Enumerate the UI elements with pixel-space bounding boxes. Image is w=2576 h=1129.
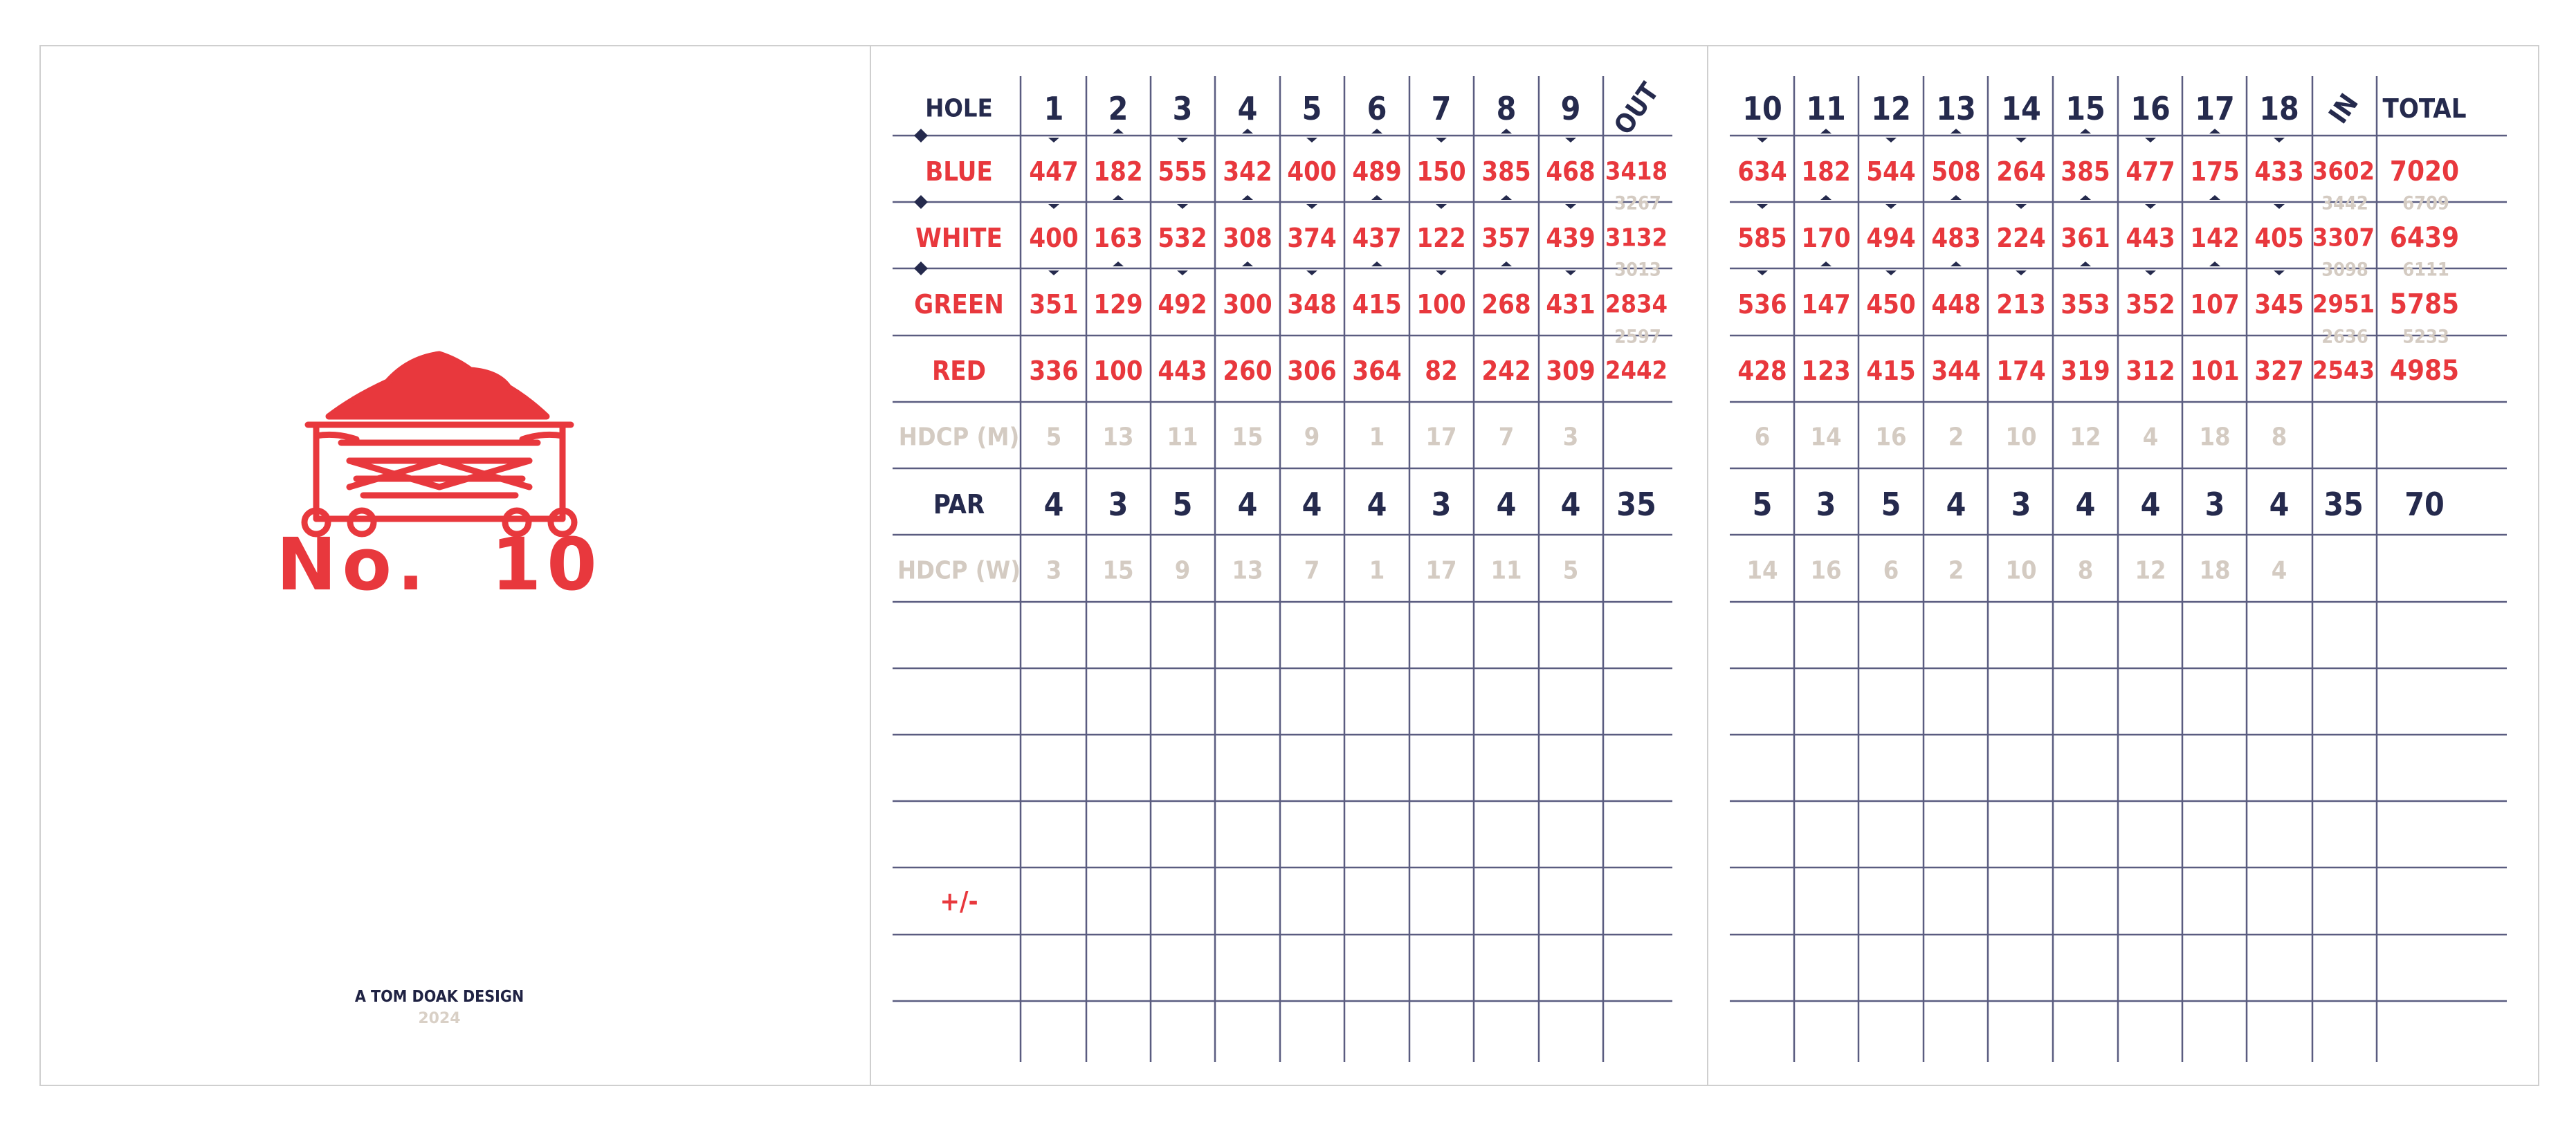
yardage-cell: 431 [1546,289,1596,320]
combo-tee-marker [2080,261,2091,266]
yardage-cell: 585 [1737,223,1787,253]
par-course-total: 70 [2404,486,2445,523]
combo-tee-marker [2209,195,2220,200]
combo-course-total: 6111 [2402,259,2449,281]
hdcp-men-cell: 11 [1167,423,1198,452]
hole-number: 4 [1237,90,1258,127]
yardage-cell: 224 [1996,223,2046,253]
yardage-cell: 364 [1352,356,1402,386]
yardage-cell: 344 [1931,356,1981,386]
yardage-cell: 536 [1737,289,1787,320]
yardage-cell: 300 [1223,289,1272,320]
hole-number: 17 [2195,90,2235,127]
combo-tee-marker [1885,138,1897,143]
par-cell: 3 [2204,486,2225,523]
yardage-cell: 260 [1223,356,1272,386]
combo-tee-marker [1242,261,1253,266]
hdcp-men-cell: 10 [2005,423,2037,452]
combo-out-total: 3267 [1614,192,1661,214]
course-total: 4985 [2389,355,2460,387]
combo-tee-marker [1951,261,1962,266]
out-total: 3132 [1605,223,1668,253]
out-total: 2834 [1605,290,1668,319]
yardage-cell: 174 [1996,356,2046,386]
yardage-cell: 634 [1737,156,1787,187]
par-cell: 4 [2269,486,2290,523]
yardage-cell: 101 [2190,356,2240,386]
combo-tee-marker [1820,195,1831,200]
hole-number: 13 [1936,90,1976,127]
out-total: 2442 [1605,356,1668,385]
course-brand: No. 10 [276,522,603,607]
yardage-cell: 385 [2061,156,2110,187]
combo-out-total: 2597 [1614,326,1661,348]
yardage-cell: 327 [2254,356,2304,386]
hdcp-men-cell: 9 [1304,423,1320,452]
yardage-cell: 319 [2061,356,2110,386]
yardage-cell: 448 [1931,289,1981,320]
combo-tee-marker [2016,204,2027,209]
hdcp-men-cell: 16 [1875,423,1907,452]
hole-number: 12 [1871,90,1911,127]
hole-number: 15 [2065,90,2105,127]
combo-tee-marker [2274,270,2285,275]
yardage-cell: 82 [1425,356,1458,386]
combo-tee-marker [1242,195,1253,200]
yardage-cell: 544 [1866,156,1916,187]
yardage-cell: 342 [1223,156,1272,187]
hdcp-women-cell: 13 [1232,556,1263,585]
combo-in-total: 3098 [2321,259,2368,281]
combo-tee-marker [2145,270,2156,275]
hdcp-women-cell: 14 [1746,556,1778,585]
par-cell: 4 [1301,486,1322,523]
yardage-cell: 150 [1416,156,1466,187]
yardage-cell: 477 [2126,156,2175,187]
combo-tee-marker [1885,204,1897,209]
combo-tee-marker [1951,129,1962,134]
hole-number: 3 [1172,90,1193,127]
combo-tee-diamond [914,261,928,275]
hole-number: 18 [2259,90,2299,127]
yardage-cell: 447 [1029,156,1079,187]
hdcp-men-cell: 15 [1232,423,1263,452]
par-in-total: 35 [2323,486,2364,523]
tee-blue-label: BLUE [925,156,993,187]
hole-number: 7 [1431,90,1452,127]
yardage-cell: 374 [1287,223,1337,253]
yardage-cell: 400 [1029,223,1079,253]
designer-credit: A TOM DOAK DESIGN [354,988,524,1006]
hdcp-women-cell: 16 [1810,556,1842,585]
combo-tee-marker [1371,195,1382,200]
combo-tee-marker [1501,129,1512,134]
hole-number: 5 [1301,90,1322,127]
yardage-cell: 213 [1996,289,2046,320]
combo-in-total: 2636 [2321,326,2368,348]
combo-in-total: 3442 [2321,192,2368,214]
combo-tee-marker [2145,138,2156,143]
hdcp-men-cell: 1 [1369,423,1385,452]
par-cell: 5 [1752,486,1773,523]
combo-tee-marker [2274,138,2285,143]
par-cell: 3 [2011,486,2031,523]
course-total: 5785 [2389,288,2460,320]
combo-tee-marker [1113,261,1124,266]
hdcp-men-cell: 4 [2142,423,2159,452]
combo-tee-marker [1436,204,1447,209]
par-cell: 3 [1431,486,1452,523]
par-cell: 4 [1946,486,1966,523]
combo-tee-marker [1048,204,1059,209]
design-year: 2024 [418,1010,461,1027]
yardage-cell: 163 [1093,223,1143,253]
hdcp-women-cell: 15 [1102,556,1134,585]
hdcp-men-cell: 12 [2070,423,2101,452]
in-total: 3602 [2312,157,2375,186]
hole-number: 10 [1742,90,1782,127]
combo-tee-marker [1501,261,1512,266]
combo-tee-marker [1177,270,1188,275]
yardage-cell: 450 [1866,289,1916,320]
combo-tee-marker [1757,270,1768,275]
par-cell: 3 [1816,486,1836,523]
hole-number: 2 [1108,90,1129,127]
combo-tee-marker [2145,204,2156,209]
yardage-cell: 492 [1158,289,1207,320]
yardage-cell: 508 [1931,156,1981,187]
hdcp-men-cell: 18 [2199,423,2231,452]
par-cell: 4 [1043,486,1064,523]
tee-white-label: WHITE [915,223,1003,253]
yardage-cell: 385 [1481,156,1531,187]
yardage-cell: 415 [1866,356,1916,386]
hdcp-women-cell: 2 [1948,556,1964,585]
combo-tee-marker [2274,204,2285,209]
combo-tee-marker [1885,270,1897,275]
hole-number: 14 [2001,90,2041,127]
hdcp-women-cell: 8 [2077,556,2094,585]
yardage-cell: 306 [1287,356,1337,386]
par-cell: 4 [1496,486,1517,523]
combo-course-total: 6709 [2402,192,2449,214]
yardage-cell: 555 [1158,156,1207,187]
yardage-cell: 308 [1223,223,1272,253]
combo-tee-marker [1565,138,1576,143]
combo-tee-marker [1820,261,1831,266]
yardage-cell: 443 [1158,356,1207,386]
hdcp-women-cell: 3 [1045,556,1062,585]
par-cell: 4 [1237,486,1258,523]
in-label: IN [2323,88,2364,129]
yardage-cell: 428 [1737,356,1787,386]
yardage-cell: 468 [1546,156,1596,187]
combo-tee-diamond [914,129,928,143]
hdcp-men-cell: 14 [1810,423,1842,452]
combo-tee-marker [1113,129,1124,134]
yardage-cell: 312 [2126,356,2175,386]
hdcp-women-cell: 7 [1304,556,1320,585]
combo-tee-marker [1565,204,1576,209]
combo-tee-marker [2209,129,2220,134]
course-total: 6439 [2389,222,2460,254]
combo-tee-marker [1306,270,1317,275]
hdcp-men-cell: 13 [1102,423,1134,452]
par-cell: 5 [1172,486,1193,523]
hdcp-men-cell: 3 [1562,423,1579,452]
yardage-cell: 353 [2061,289,2110,320]
hdcp-women-cell: 11 [1490,556,1522,585]
hdcp-men-cell: 5 [1045,423,1062,452]
out-total: 3418 [1605,157,1668,186]
combo-tee-marker [1565,270,1576,275]
combo-out-total: 3013 [1614,259,1661,281]
combo-tee-marker [1757,138,1768,143]
in-total: 3307 [2312,223,2375,253]
yardage-cell: 357 [1481,223,1531,253]
tee-green-label: GREEN [914,289,1004,320]
combo-tee-marker [2080,129,2091,134]
par-cell: 4 [1367,486,1387,523]
hdcp-men-cell: 7 [1498,423,1515,452]
yardage-cell: 532 [1158,223,1207,253]
yardage-cell: 142 [2190,223,2240,253]
yardage-cell: 494 [1866,223,1916,253]
combo-tee-marker [1048,270,1059,275]
yardage-cell: 170 [1801,223,1851,253]
hole-number: 11 [1806,90,1846,127]
hdcp-men-label: HDCP (M) [898,423,1020,452]
combo-tee-marker [1371,261,1382,266]
tee-red-label: RED [931,356,987,386]
yardage-cell: 147 [1801,289,1851,320]
combo-tee-marker [1820,129,1831,134]
out-label: OUT [1607,77,1665,140]
yardage-cell: 122 [1416,223,1466,253]
yardage-cell: 336 [1029,356,1079,386]
yardage-cell: 182 [1093,156,1143,187]
yardage-cell: 100 [1093,356,1143,386]
combo-tee-marker [1177,204,1188,209]
par-label: PAR [933,489,985,520]
yardage-cell: 439 [1546,223,1596,253]
par-cell: 4 [2140,486,2161,523]
hdcp-women-cell: 9 [1174,556,1191,585]
hole-number: 6 [1367,90,1387,127]
yardage-cell: 437 [1352,223,1402,253]
combo-tee-marker [2016,138,2027,143]
yardage-cell: 107 [2190,289,2240,320]
combo-tee-marker [2209,261,2220,266]
combo-tee-marker [2016,270,2027,275]
total-label: TOTAL [2382,93,2467,124]
hdcp-men-cell: 17 [1425,423,1457,452]
in-total: 2543 [2312,356,2375,385]
hdcp-women-label: HDCP (W) [897,556,1021,585]
hdcp-women-cell: 6 [1883,556,1899,585]
plus-minus-label: +/- [940,886,978,917]
combo-tee-marker [1371,129,1382,134]
hdcp-women-cell: 18 [2199,556,2231,585]
yardage-cell: 483 [1931,223,1981,253]
hdcp-men-cell: 2 [1948,423,1964,452]
hdcp-women-cell: 10 [2005,556,2037,585]
par-cell: 5 [1881,486,1901,523]
hole-number: 8 [1496,90,1517,127]
yardage-cell: 405 [2254,223,2304,253]
par-cell: 4 [2075,486,2096,523]
combo-tee-marker [1436,138,1447,143]
combo-tee-marker [1436,270,1447,275]
yardage-cell: 268 [1481,289,1531,320]
hdcp-women-cell: 12 [2135,556,2166,585]
yardage-cell: 100 [1416,289,1466,320]
hdcp-men-cell: 6 [1754,423,1771,452]
yardage-cell: 348 [1287,289,1337,320]
combo-tee-marker [1757,204,1768,209]
in-total: 2951 [2312,290,2375,319]
hole-number: 16 [2130,90,2171,127]
yardage-cell: 129 [1093,289,1143,320]
hdcp-men-cell: 8 [2271,423,2287,452]
hdcp-women-cell: 1 [1369,556,1385,585]
yardage-cell: 415 [1352,289,1402,320]
hole-label: HOLE [925,94,993,123]
combo-tee-marker [1306,204,1317,209]
yardage-cell: 309 [1546,356,1596,386]
yardage-cell: 175 [2190,156,2240,187]
par-cell: 3 [1108,486,1129,523]
yardage-cell: 123 [1801,356,1851,386]
hdcp-women-cell: 17 [1425,556,1457,585]
par-cell: 4 [1560,486,1581,523]
yardage-cell: 489 [1352,156,1402,187]
combo-tee-marker [1177,138,1188,143]
combo-tee-marker [1242,129,1253,134]
yardage-cell: 264 [1996,156,2046,187]
course-total: 7020 [2389,156,2460,187]
yardage-cell: 433 [2254,156,2304,187]
hole-number: 1 [1043,90,1064,127]
combo-tee-marker [1306,138,1317,143]
yardage-cell: 361 [2061,223,2110,253]
yardage-cell: 352 [2126,289,2175,320]
hdcp-women-cell: 4 [2271,556,2287,585]
combo-tee-marker [1501,195,1512,200]
yardage-cell: 351 [1029,289,1079,320]
combo-tee-marker [1113,195,1124,200]
yardage-cell: 242 [1481,356,1531,386]
hdcp-women-cell: 5 [1562,556,1579,585]
yardage-cell: 345 [2254,289,2304,320]
combo-tee-diamond [914,195,928,209]
combo-tee-marker [2080,195,2091,200]
combo-course-total: 5233 [2402,326,2449,348]
yardage-cell: 182 [1801,156,1851,187]
hole-number: 9 [1560,90,1581,127]
par-out-total: 35 [1616,486,1656,523]
combo-tee-marker [1951,195,1962,200]
combo-tee-marker [1048,138,1059,143]
yardage-cell: 400 [1287,156,1337,187]
yardage-cell: 443 [2126,223,2175,253]
